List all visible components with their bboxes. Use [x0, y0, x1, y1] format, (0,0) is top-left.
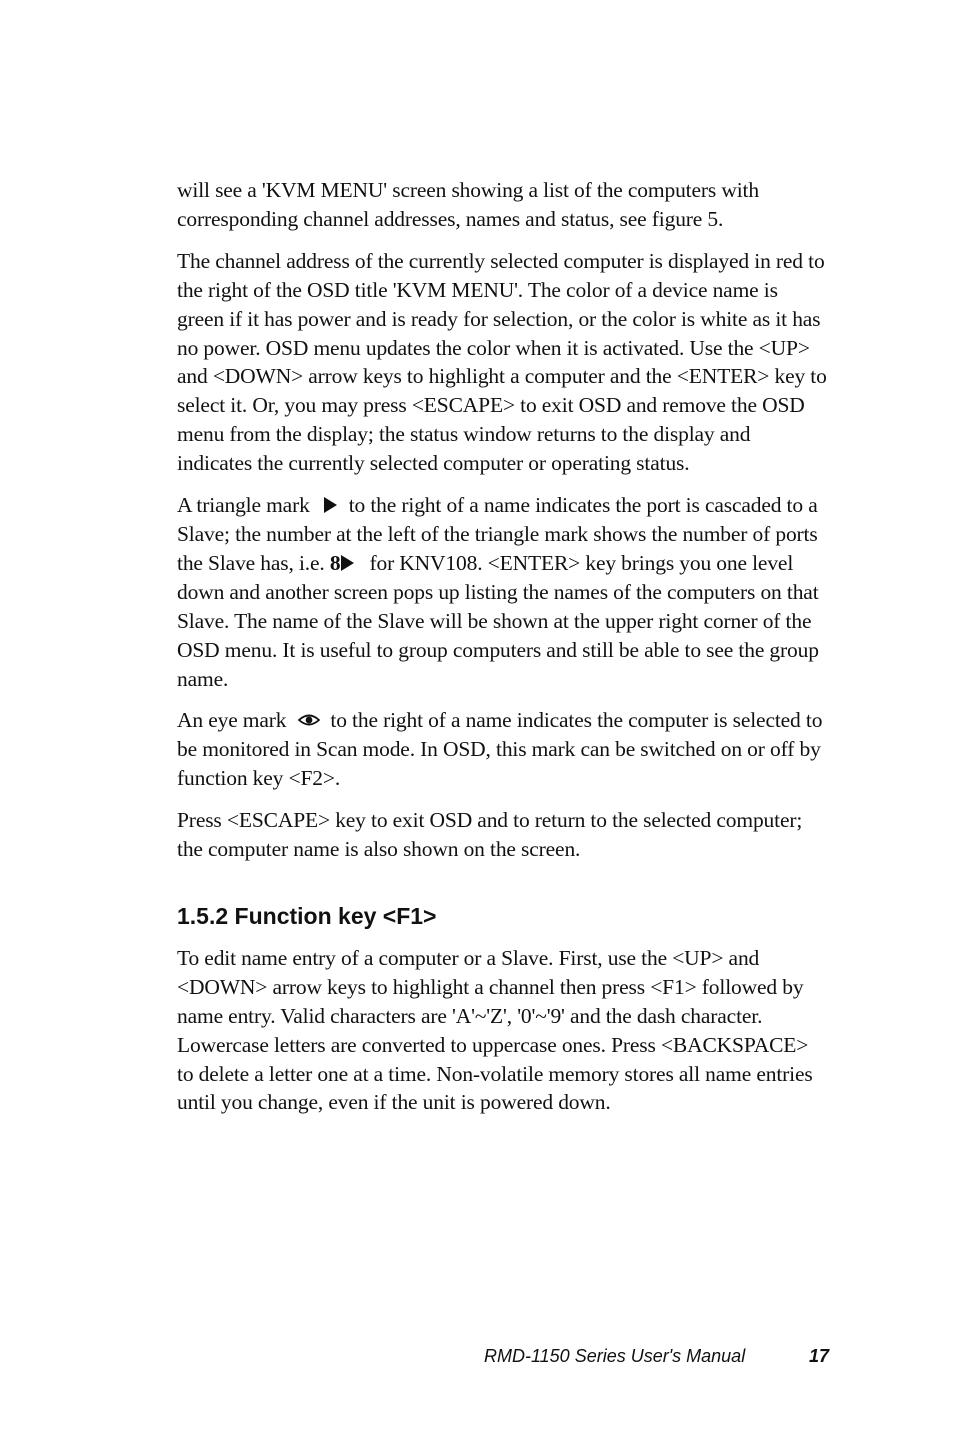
- page-number: 17: [808, 1346, 829, 1366]
- manual-title: RMD-1150 Series User's Manual: [484, 1346, 746, 1366]
- paragraph-channel-address: The channel address of the currently selected computer is displayed in red to the right of the OSD title 'KVM MENU'. The color of a device name is green if it has power and is ready for selection, or the color is white as it has no power. OSD menu updates the color when it is activated. Use the <UP> and <DOWN> arrow keys to highlight a computer and the <ENTER> key to select it. Or, you may press <ESCAPE> to exit OSD and remove the OSD menu from the display; the status window returns to the display and indicates the currently selected computer or operating status.: [177, 248, 827, 476]
- paragraph-escape: Press <ESCAPE> key to exit OSD and to return to the selected computer; the computer name is also shown on the screen.: [177, 808, 803, 862]
- eye-text-a: An eye mark: [177, 708, 287, 733]
- triangle-text-c: for KNV108. <ENTER> key brings you one level down and another screen pops up listing the names of the computers on that Slave. The name of the Slave will be shown at the upper right corner of the OSD menu. It is useful to group computers and still be able to see the group name.: [177, 550, 819, 691]
- triangle-right-icon: [341, 555, 354, 571]
- paragraph-f1-body: To edit name entry of a computer or a Slave. First, use the <UP> and <DOWN> arrow keys to highlight a channel then press <F1> followed by name entry. Valid characters are 'A'~'Z', '0'~'9' and the dash character. Lowercase letters are converted to uppercase ones. Press <BACKSPACE> to delete a letter one at a time. Non-volatile memory stores all name entries until you change, even if the unit is powered down.: [177, 945, 813, 1115]
- triangle-text-a: A triangle mark: [177, 493, 310, 518]
- triangle-text-b: to the right of a name indicates the port is cascaded to a Slave; the number at the left of the triangle mark shows the number of ports the Slave has, i.e.: [177, 493, 818, 575]
- paragraph-kvm-menu-intro: will see a 'KVM MENU' screen showing a list of the computers with corresponding channel addresses, names and status, see figure 5.: [177, 178, 759, 231]
- paragraph-eye-mark: [177, 706, 827, 793]
- paragraph-triangle-mark: [177, 491, 827, 693]
- triangle-right-icon: [324, 497, 337, 513]
- page-body: [177, 176, 827, 1130]
- eye-text-b: to the right of a name indicates the computer is selected to be monitored in Scan mode. In OSD, this mark can be switched on or off by function key <F2>.: [177, 708, 823, 791]
- eye-icon: [298, 706, 320, 735]
- section-heading-f1: 1.5.2 Function key <F1>: [177, 902, 437, 929]
- slave-port-count: 8: [329, 550, 341, 575]
